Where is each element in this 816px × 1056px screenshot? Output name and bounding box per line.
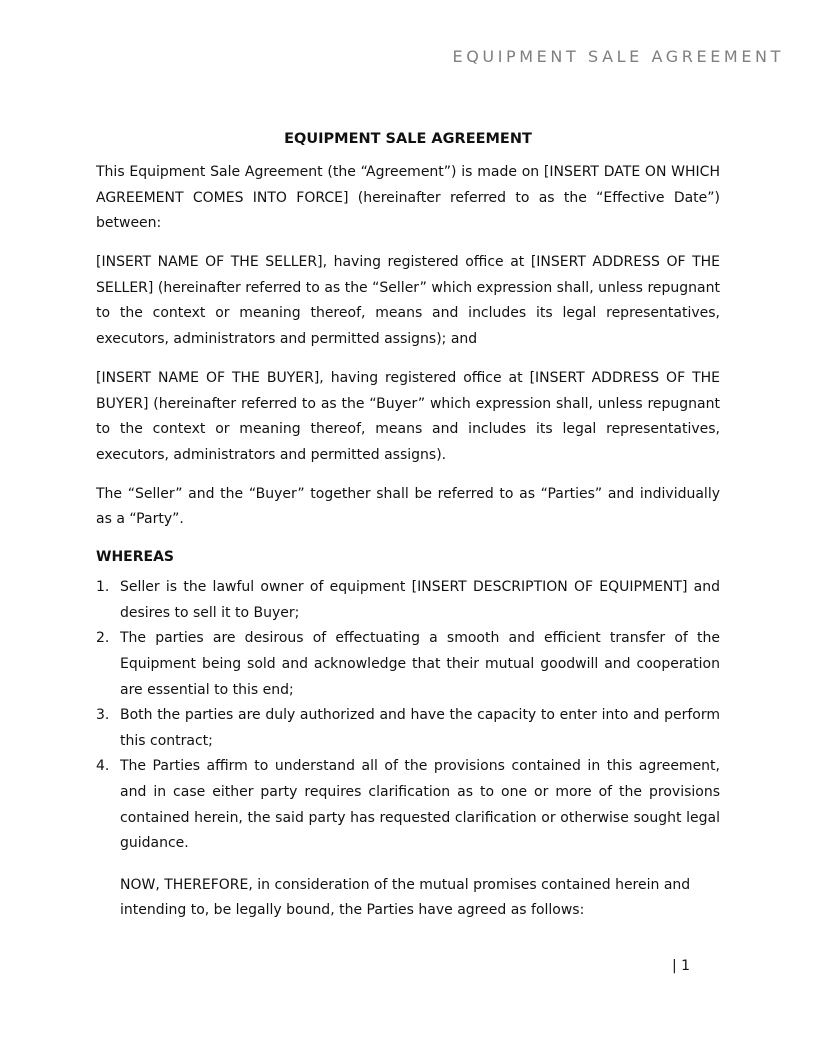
intro-paragraph: This Equipment Sale Agreement (the “Agreement”) is made on [INSERT DATE ON WHICH AGREEMENT COMES INTO FORCE] (hereinafter referred to as the “Effective Date”) between: [96,164,720,232]
recital-text: The Parties affirm to understand all of the provisions contained in this agreement, and in case either party requires clarification as to one or more of the provisions contained herein, the said party has requested clarification or otherwise sought legal guidance. [120,758,720,852]
recital-number: 1. [96,579,110,596]
recital-number: 4. [96,758,110,775]
recital-number: 3. [96,707,110,724]
recital-item [96,703,720,754]
parties-paragraph: The “Seller” and the “Buyer” together shall be referred to as “Parties” and individually as a “Party”. [96,485,720,528]
running-header-title: EQUIPMENT SALE AGREEMENT [452,47,784,66]
whereas-heading: WHEREAS [96,549,174,566]
recital-item [96,575,720,626]
recital-item [96,626,720,703]
document-title: EQUIPMENT SALE AGREEMENT [284,131,532,147]
buyer-paragraph: [INSERT NAME OF THE BUYER], having registered office at [INSERT ADDRESS OF THE BUYER] (hereinafter referred to as the “Buyer” which expression shall, unless repugnant to the context or meaning thereof, means and includes its legal representatives, executors, administrators and permitted assigns). [96,369,720,463]
recital-text: The parties are desirous of effectuating a smooth and efficient transfer of the Equipment being sold and acknowledge that their mutual goodwill and cooperation are essential to this end; [120,630,720,698]
recital-number: 2. [96,630,110,647]
recital-text: Seller is the lawful owner of equipment [INSERT DESCRIPTION OF EQUIPMENT] and desires to sell it to Buyer; [120,579,720,621]
seller-paragraph: [INSERT NAME OF THE SELLER], having registered office at [INSERT ADDRESS OF THE SELLER] (hereinafter referred to as the “Seller” which expression shall, unless repugnant to the context or meaning thereof, means and includes its legal representatives, executors, administrators and permitted assigns); and [96,254,720,347]
recital-text: Both the parties are duly authorized and have the capacity to enter into and perform this contract; [120,707,720,749]
document-body [96,128,720,924]
closing-paragraph: NOW, THEREFORE, in consideration of the mutual promises contained herein and intending to, be legally bound, the Parties have agreed as follows: [120,876,691,919]
page-number: | 1 [672,958,691,974]
recital-item [96,754,720,856]
recitals-list [96,575,720,857]
